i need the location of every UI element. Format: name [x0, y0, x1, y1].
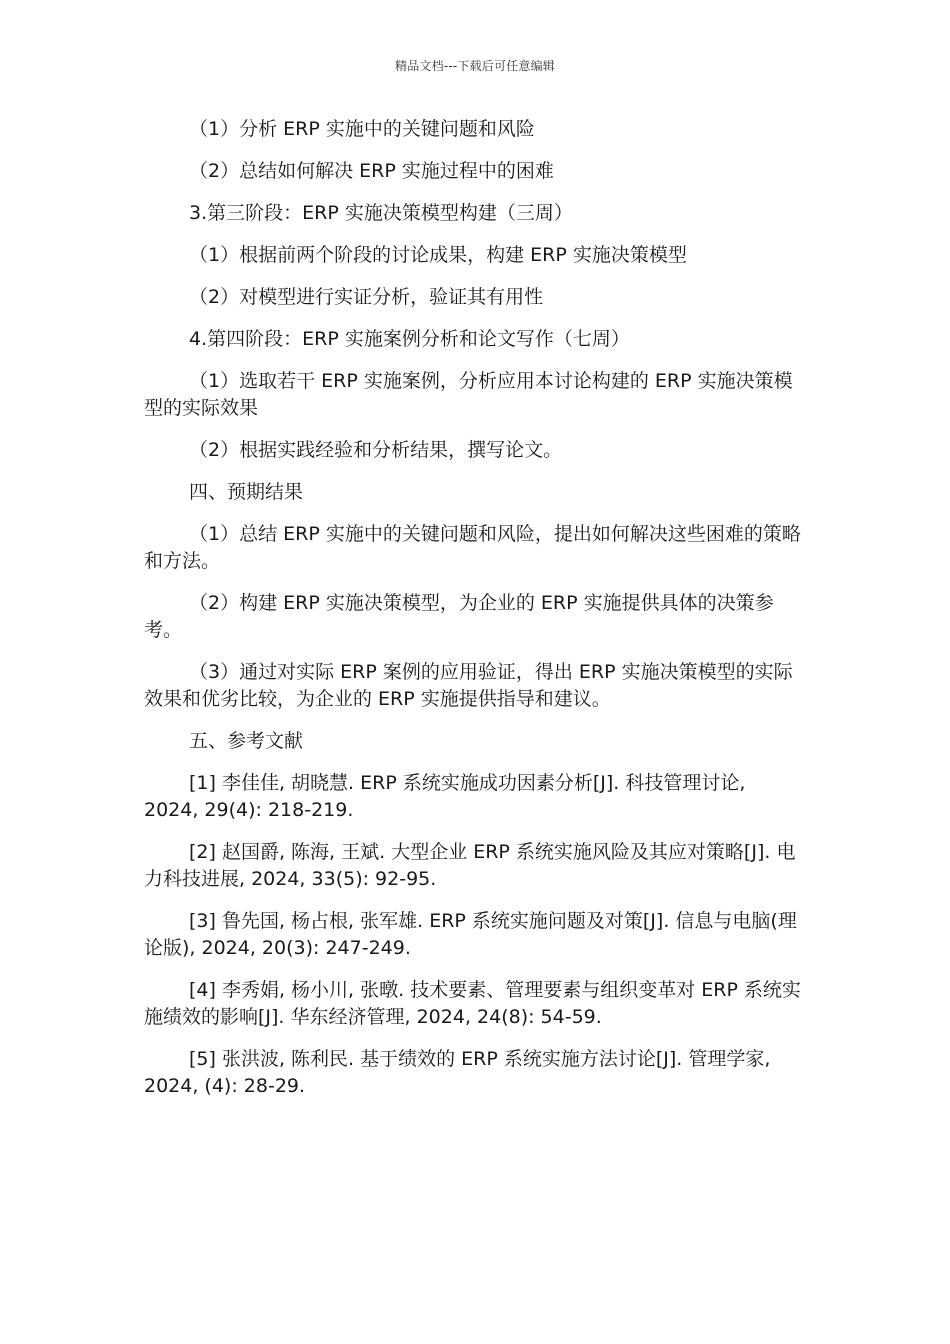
document-body: [144, 116, 804, 1115]
reference-3: [3] 鲁先国, 杨占根, 张军雄. ERP 系统实施问题及对策[J]. 信息与电脑(理论版), 2024, 20(3): 247-249.: [144, 910, 797, 959]
reference-5: [5] 张洪波, 陈利民. 基于绩效的 ERP 系统实施方法讨论[J]. 管理学家, 2024, (4): 28-29.: [144, 1048, 771, 1097]
heading-expected-results: 四、预期结果: [189, 481, 304, 503]
paragraph-stage3-item2: （2）对模型进行实证分析，验证其有用性: [189, 286, 544, 308]
paragraph-stage2-item1: （1）分析 ERP 实施中的关键问题和风险: [189, 118, 535, 140]
reference-1: [1] 李佳佳, 胡晓慧. ERP 系统实施成功因素分析[J]. 科技管理讨论, 2024, 29(4): 218-219.: [144, 772, 746, 821]
paragraph-stage3-item1: （1）根据前两个阶段的讨论成果，构建 ERP 实施决策模型: [189, 244, 687, 266]
paragraph-result-2: （2）构建 ERP 实施决策模型，为企业的 ERP 实施提供具体的决策参考。: [144, 592, 774, 641]
paragraph-stage2-item2: （2）总结如何解决 ERP 实施过程中的困难: [189, 160, 554, 182]
heading-stage3: 3.第三阶段：ERP 实施决策模型构建（三周）: [189, 202, 573, 224]
paragraph-result-3: （3）通过对实际 ERP 案例的应用验证，得出 ERP 实施决策模型的实际效果和优劣比较，为企业的 ERP 实施提供指导和建议。: [144, 661, 793, 710]
reference-2: [2] 赵国爵, 陈海, 王斌. 大型企业 ERP 系统实施风险及其应对策略[J]. 电力科技进展, 2024, 33(5): 92-95.: [144, 841, 796, 890]
reference-4: [4] 李秀娟, 杨小川, 张暾. 技术要素、管理要素与组织变革对 ERP 系统实施绩效的影响[J]. 华东经济管理, 2024, 24(8): 54-59.: [144, 979, 801, 1028]
heading-references: 五、参考文献: [189, 730, 304, 752]
paragraph-stage4-item2: （2）根据实践经验和分析结果，撰写论文。: [189, 439, 563, 461]
heading-stage4: 4.第四阶段：ERP 实施案例分析和论文写作（七周）: [189, 328, 630, 350]
paragraph-stage4-item1: （1）选取若干 ERP 实施案例，分析应用本讨论构建的 ERP 实施决策模型的实际效果: [144, 370, 793, 419]
page-header: 精品文档---下载后可任意编辑: [395, 59, 555, 73]
paragraph-result-1: （1）总结 ERP 实施中的关键问题和风险，提出如何解决这些困难的策略和方法。: [144, 523, 801, 572]
